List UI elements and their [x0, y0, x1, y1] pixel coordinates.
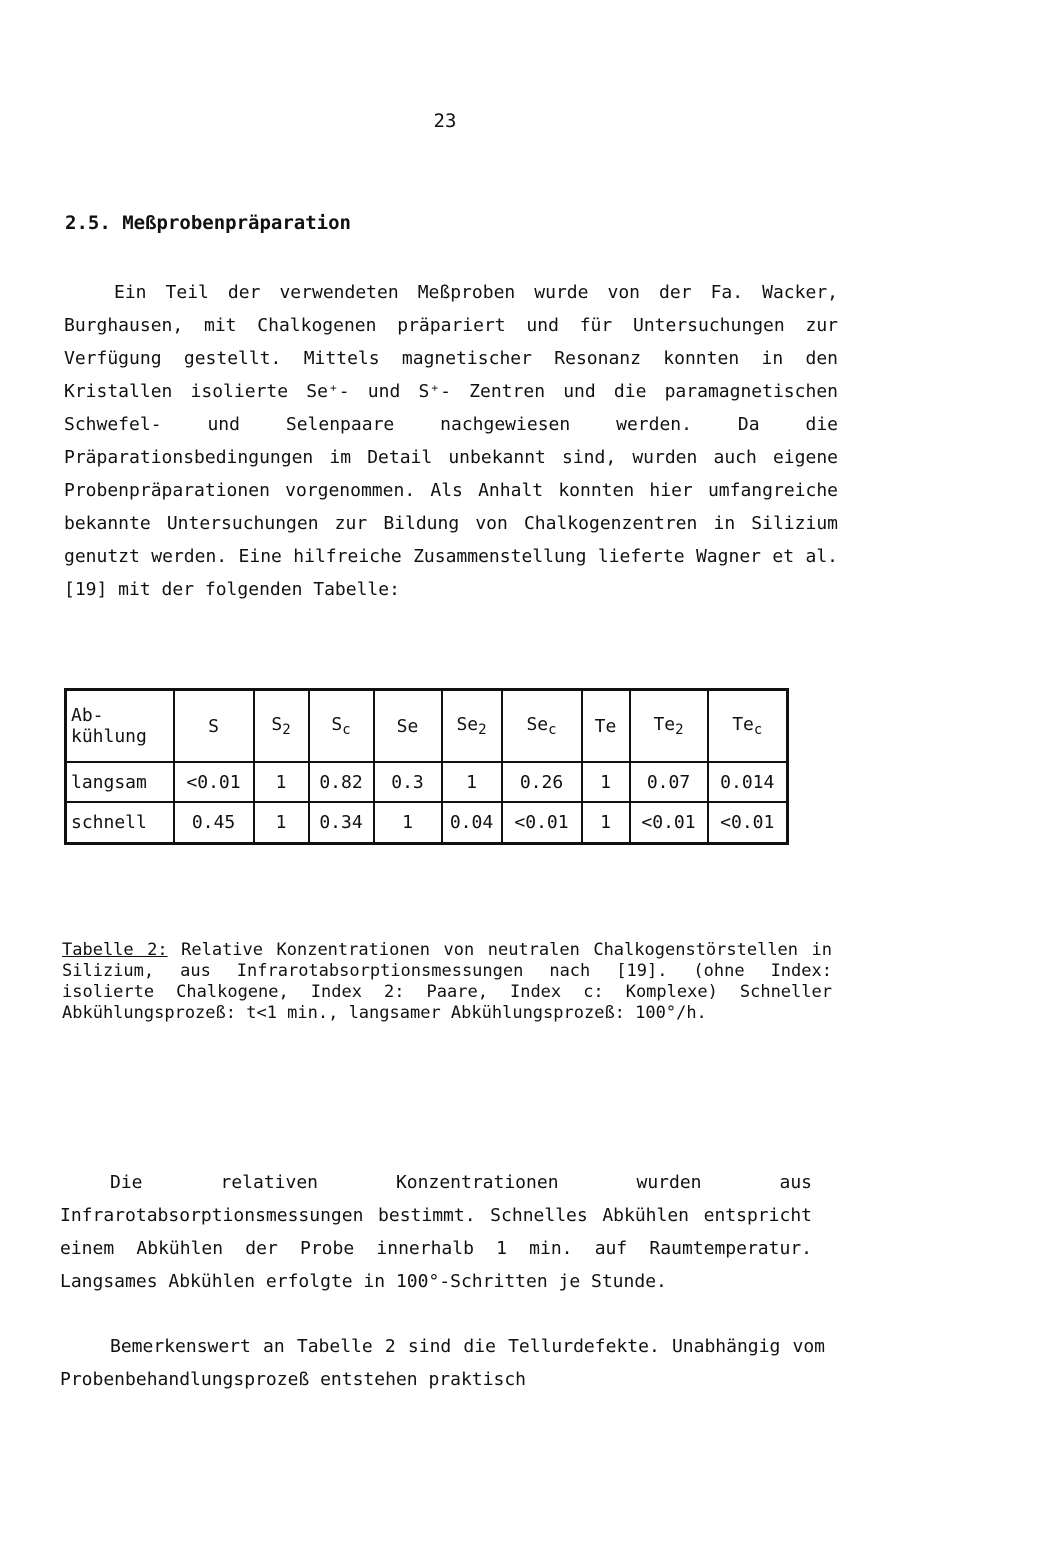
table-cell: 0.3 — [374, 762, 442, 802]
table-cell: 1 — [442, 762, 502, 802]
header-symbol: S — [208, 715, 219, 737]
table-cell: 1 — [254, 762, 309, 802]
header-cell — [502, 690, 582, 763]
caption-text: Relative Konzentrationen von neutralen Chalkogenstörstellen in Silizium, aus Infrarotabsorptionsmessungen nach [19]. (ohne Index: isolierte Chalkogene, Index 2: Paare, Index c: Komplexe) Schneller Abkühlungsprozeß: t<1 min., langsamer Abkühlungsprozeß: 100°/h. — [62, 940, 832, 1023]
header-label-cell: Ab-kühlung — [66, 690, 174, 763]
header-subscript: 2 — [282, 722, 291, 738]
table-cell: 0.014 — [708, 762, 788, 802]
table-cell: <0.01 — [502, 802, 582, 843]
header-symbol: Te — [653, 714, 676, 735]
header-symbol: Se — [456, 714, 479, 735]
chalcogen-table — [64, 688, 789, 845]
table-cell: 1 — [582, 802, 630, 843]
table-cell: 0.04 — [442, 802, 502, 843]
table-header-row — [66, 690, 788, 763]
table-cell: 1 — [374, 802, 442, 843]
table-cell: 0.07 — [630, 762, 708, 802]
row-label-cell: schnell — [66, 802, 174, 843]
row-label-cell: langsam — [66, 762, 174, 802]
table-row — [66, 762, 788, 802]
table-cell: 0.82 — [309, 762, 374, 802]
header-symbol: S — [271, 714, 283, 735]
table-cell: 1 — [582, 762, 630, 802]
header-symbol: Se — [526, 714, 549, 735]
header-cell — [582, 690, 630, 763]
header-subscript: c — [548, 722, 557, 738]
header-subscript: c — [342, 722, 351, 738]
header-cell — [309, 690, 374, 763]
table-body — [66, 690, 788, 844]
header-cell — [630, 690, 708, 763]
header-cell — [374, 690, 442, 763]
table-cell: 0.45 — [174, 802, 254, 843]
table-row — [66, 802, 788, 843]
table-cell: 0.34 — [309, 802, 374, 843]
table-cell: <0.01 — [708, 802, 788, 843]
table-cell: <0.01 — [630, 802, 708, 843]
header-cell — [174, 690, 254, 763]
paragraph-2 — [60, 1166, 812, 1298]
header-subscript: 2 — [675, 722, 684, 738]
paragraph-2-text: Die relativen Konzentrationen wurden aus Infrarotabsorptionsmessungen bestimmt. Schnelles Abkühlen entspricht einem Abkühlen der Probe innerhalb 1 min. auf Raumtemperatur. Langsames Abkühlen erfolgte in 100°-Schritten je Stunde. — [60, 1172, 812, 1292]
table-cell: <0.01 — [174, 762, 254, 802]
header-subscript: c — [753, 722, 763, 738]
header-cell — [708, 690, 788, 763]
header-symbol: Te — [594, 715, 617, 737]
table-cell: 0.26 — [502, 762, 582, 802]
paragraph-3-text: Bemerkenswert an Tabelle 2 sind die Tellurdefekte. Unabhängig vom Probenbehandlungsprozeß entstehen praktisch — [60, 1336, 825, 1390]
paragraph-1-text: Ein Teil der verwendeten Meßproben wurde von der Fa. Wacker, Burghausen, mit Chalkogenen präpariert und für Untersuchungen zur Verfügung gestellt. Mittels magnetischer Resonanz konnten in den Kristallen isolierte Se⁺- und S⁺- Zentren und die paramagnetischen Schwefel- und Selenpaare nachgewiesen werden. Da die Präparationsbedingungen im Detail unbekannt sind, wurden auch eigene Probenpräparationen vorgenommen. Als Anhalt konnten hier umfangreiche bekannte Untersuchungen zur Bildung von Chalkogenzentren in Silizium genutzt werden. Eine hilfreiche Zusammenstellung lieferte Wagner et al. [19] mit der folgenden Tabelle: — [64, 282, 838, 600]
header-symbol: S — [331, 714, 343, 735]
caption-label: Tabelle 2: — [62, 940, 168, 960]
table-caption — [62, 940, 832, 1024]
table-cell: 1 — [254, 802, 309, 843]
header-symbol: Se — [396, 715, 419, 737]
header-cell — [254, 690, 309, 763]
header-cell — [442, 690, 502, 763]
paragraph-1 — [64, 276, 838, 606]
page-number: 23 — [433, 110, 457, 132]
header-subscript: 2 — [478, 722, 487, 738]
paragraph-3 — [60, 1330, 825, 1396]
section-heading: 2.5. Meßprobenpräparation — [65, 212, 351, 234]
header-symbol: Te — [732, 714, 754, 735]
